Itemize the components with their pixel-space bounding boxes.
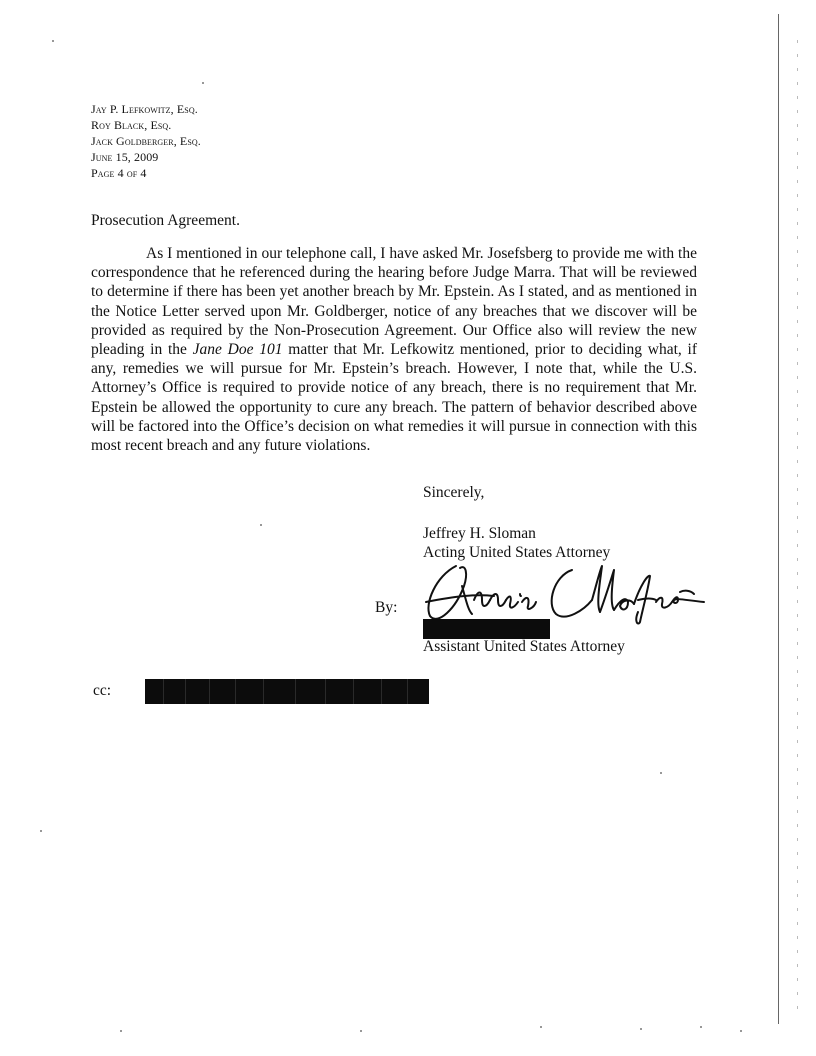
redaction-seam (185, 679, 186, 704)
letter-header (91, 101, 201, 181)
scan-speck (660, 772, 662, 774)
scan-speck (260, 524, 262, 526)
scan-speck (640, 1028, 642, 1030)
redaction-seam (353, 679, 354, 704)
paragraph-text-part2: matter that Mr. Lefkowitz mentioned, prior to deciding what, if any, remedies we will pursue for Mr. Epstein’s breach. However, I note that, while the U.S. Attorney’s Office is required to provide notice of any breach, there is no requirement that Mr. Epstein be allowed the opportunity to cure any breach. The pattern of behavior described above will be factored into the Office’s decision on what remedies it will pursue in connection with this most recent breach and any future violations. (91, 341, 697, 455)
case-name: Jane Doe 101 (192, 341, 283, 359)
redaction-seam (381, 679, 382, 704)
redacted-name (423, 619, 550, 639)
redaction-seam (235, 679, 236, 704)
signer-name: Jeffrey H. Sloman (423, 525, 536, 542)
cc-label: cc: (93, 682, 112, 699)
addressee-black: Roy Black, Esq. (91, 118, 172, 132)
redaction-seam (163, 679, 164, 704)
scan-speck (700, 1026, 702, 1028)
scan-artifact-line (797, 40, 798, 1020)
handwritten-signature (416, 556, 706, 628)
scan-speck (52, 40, 54, 42)
redaction-seam (263, 679, 264, 704)
page-edge-line (778, 14, 779, 1024)
scan-speck (120, 1030, 122, 1032)
addressee-goldberger: Jack Goldberger, Esq. (91, 134, 201, 148)
body-paragraph (91, 244, 697, 455)
continuation-text: Prosecution Agreement. (91, 212, 240, 229)
redaction-seam (209, 679, 210, 704)
redaction-seam (325, 679, 326, 704)
scan-speck (40, 830, 42, 832)
redacted-cc-recipients (145, 679, 429, 704)
salutation: Sincerely, (423, 484, 485, 501)
letter-date: June 15, 2009 (91, 150, 159, 164)
scan-speck (740, 1030, 742, 1032)
paragraph-text-part1: As I mentioned in our telephone call, I have asked Mr. Josefsberg to provide me with the correspondence that he referenced during the hearing before Judge Marra. That will be reviewed to determine if there has been yet another breach by Mr. Epstein. As I stated, and as mentioned in the Notice Letter served upon Mr. Goldberger, notice of any breaches that we discover will be provided as required by the Non-Prosecution Agreement. Our Office also will review the new pleading in the (91, 245, 697, 359)
by-label: By: (375, 599, 398, 616)
assistant-title: Assistant United States Attorney (423, 638, 625, 655)
addressee-lefkowitz: Jay P. Lefkowitz, Esq. (91, 102, 198, 116)
redaction-seam (295, 679, 296, 704)
scan-speck (360, 1030, 362, 1032)
scan-speck (202, 82, 204, 84)
page-number: Page 4 of 4 (91, 166, 147, 180)
scan-speck (540, 1026, 542, 1028)
redaction-seam (407, 679, 408, 704)
signer-title: Acting United States Attorney (423, 544, 611, 561)
